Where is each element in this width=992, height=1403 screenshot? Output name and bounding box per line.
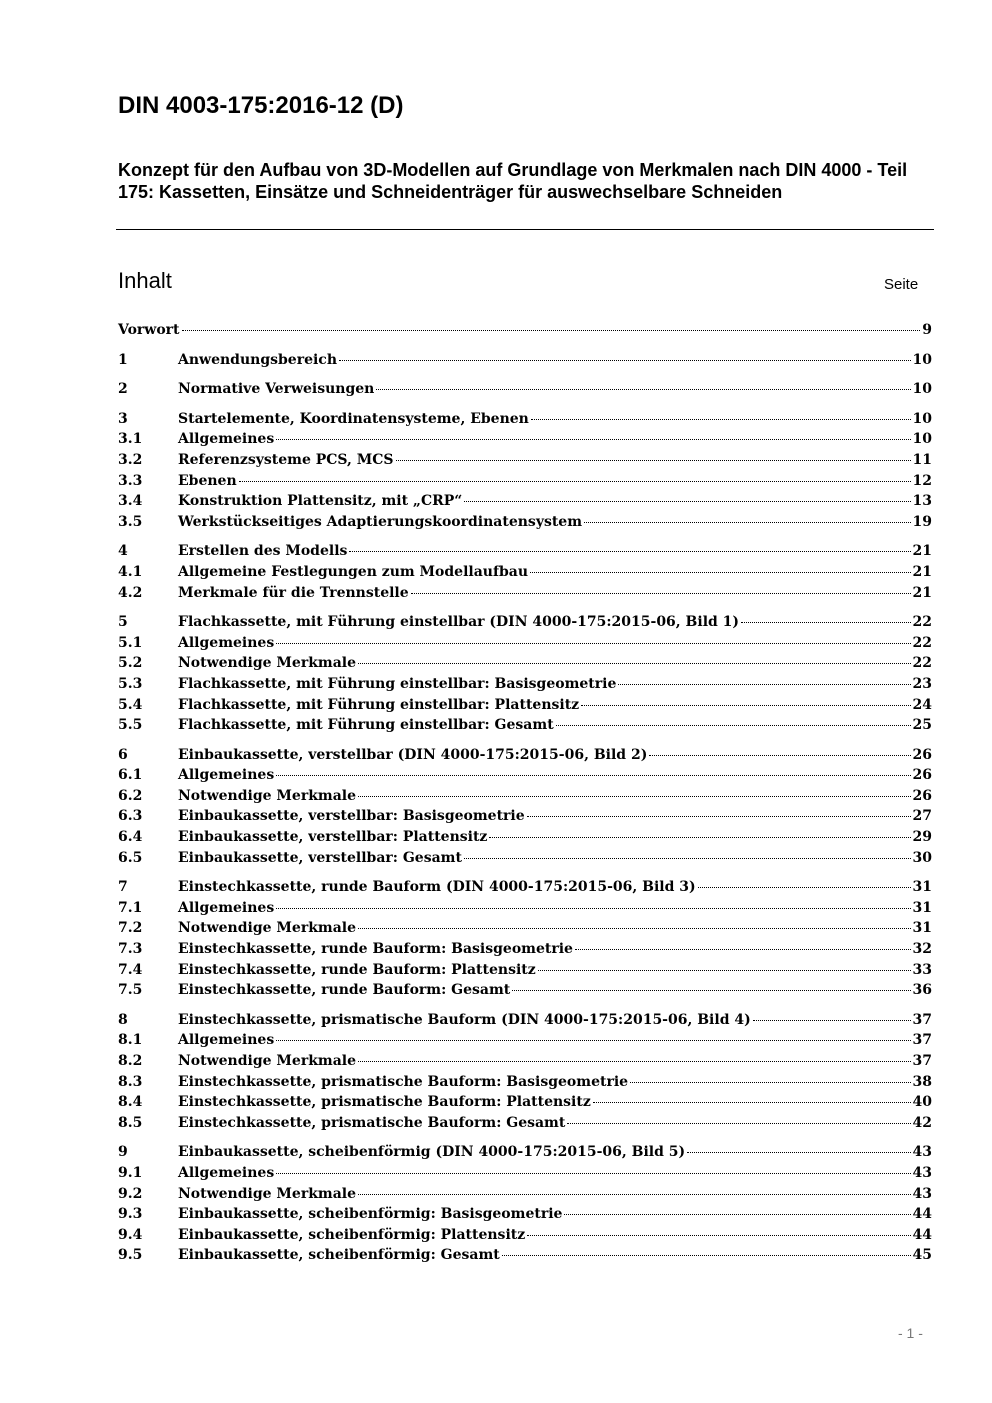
toc-entry[interactable]: [118, 806, 932, 827]
toc-entry-title: Allgemeine Festlegungen zum Modellaufbau: [178, 563, 529, 580]
toc-dot-leader: [411, 592, 911, 594]
toc-entry-title: Flachkassette, mit Führung einstellbar (DIN 4000-175:2015-06, Bild 1): [178, 614, 740, 631]
toc-entry-page: 12: [912, 472, 932, 489]
toc-entry[interactable]: [118, 918, 932, 939]
toc-entry-title: Allgemeines: [178, 1164, 275, 1181]
toc-entry-page: 9: [922, 322, 932, 338]
toc-entry-title: Erstellen des Modells: [178, 543, 348, 560]
toc-entry-page: 43: [912, 1185, 932, 1202]
toc-entry-title: Allgemeines: [178, 634, 275, 651]
toc-entry-title: Allgemeines: [178, 767, 275, 784]
toc-entry-number: 5.1: [118, 634, 143, 651]
toc-entry-page: 45: [912, 1247, 932, 1264]
toc-entry-number: 6.2: [118, 787, 143, 804]
toc-entry-page: 38: [912, 1073, 932, 1090]
toc-entry-number: 9.4: [118, 1226, 143, 1243]
toc-entry-page: 22: [912, 614, 932, 631]
toc-entry-number: 7.5: [118, 982, 143, 999]
toc-entry-page: 40: [912, 1094, 932, 1111]
toc-entry-page: 32: [912, 941, 932, 958]
toc-entry[interactable]: [118, 827, 932, 848]
toc-dot-leader: [464, 857, 911, 859]
toc-dot-leader: [502, 1254, 911, 1256]
toc-entry[interactable]: [118, 320, 932, 341]
toc-entry[interactable]: [118, 471, 932, 492]
toc-entry-number: 7.1: [118, 899, 143, 916]
toc-entry[interactable]: [118, 765, 932, 786]
toc-dot-leader: [358, 1193, 911, 1195]
title-divider: [116, 229, 934, 230]
toc-entry-number: 6.1: [118, 767, 143, 784]
toc-entry[interactable]: [118, 939, 932, 960]
toc-entry-number: 3: [118, 410, 128, 427]
toc-entry-number: 7.3: [118, 941, 143, 958]
toc-entry-title: Ebenen: [178, 472, 237, 489]
toc-entry-title: Flachkassette, mit Führung einstellbar: Plattensitz: [178, 696, 580, 713]
toc-entry[interactable]: [118, 1030, 932, 1051]
toc-entry-page: 26: [912, 767, 932, 784]
toc-entry-title: Einstechkassette, prismatische Bauform: Gesamt: [178, 1114, 566, 1131]
toc-entry-title: Anwendungsbereich: [178, 351, 337, 368]
toc-entry-title: Einbaukassette, scheibenförmig: Plattensitz: [178, 1226, 526, 1243]
toc-entry[interactable]: [118, 633, 932, 654]
toc-entry[interactable]: [118, 1204, 932, 1225]
toc-entry-title: Einbaukassette, scheibenförmig: Gesamt: [178, 1247, 500, 1264]
toc-entry-number: 4.2: [118, 584, 143, 601]
toc-entry-number: 8.2: [118, 1053, 143, 1069]
toc-dot-leader: [339, 359, 911, 361]
toc-entry-number: 5.4: [118, 696, 143, 713]
toc-entry-title: Einbaukassette, verstellbar (DIN 4000-175:2015-06, Bild 2): [178, 746, 648, 763]
toc-entry[interactable]: [118, 429, 932, 450]
toc-dot-leader: [276, 1172, 910, 1174]
toc-dot-leader: [581, 704, 910, 706]
toc-entry-page: 43: [912, 1164, 932, 1181]
toc-entry-number: 7.4: [118, 961, 143, 978]
toc-entry-number: 6: [118, 746, 128, 763]
toc-entry-page: 10: [912, 410, 932, 427]
toc-entry-title: Einbaukassette, verstellbar: Basisgeometrie: [178, 808, 525, 825]
toc-entry-title: Notwendige Merkmale: [178, 920, 357, 937]
toc-entry-page: 21: [912, 584, 932, 601]
toc-entry[interactable]: [118, 848, 932, 869]
toc-dot-leader: [276, 774, 910, 776]
toc-dot-leader: [276, 642, 910, 644]
toc-entry[interactable]: [118, 541, 932, 562]
toc-dot-leader: [527, 1234, 910, 1236]
toc-entry-number: 9.3: [118, 1206, 143, 1223]
toc-dot-leader: [687, 1151, 910, 1153]
toc-entry-title: Flachkassette, mit Führung einstellbar: Basisgeometrie: [178, 675, 617, 692]
document-title: DIN 4003-175:2016-12 (D): [118, 92, 404, 119]
toc-dot-leader: [276, 438, 910, 440]
toc-entry[interactable]: [118, 786, 932, 807]
toc-entry-number: 3.1: [118, 431, 143, 448]
toc-entry-title: Einbaukassette, verstellbar: Gesamt: [178, 849, 462, 866]
toc-entry[interactable]: [118, 1072, 932, 1093]
toc-entry-title: Einstechkassette, runde Bauform: Gesamt: [178, 982, 511, 999]
toc-entry-number: 9.2: [118, 1185, 143, 1202]
toc-entry-number: 7: [118, 879, 128, 896]
toc-entry-page: 37: [912, 1011, 932, 1028]
toc-entry-title: Allgemeines: [178, 1032, 275, 1049]
toc-entry-page: 22: [912, 634, 932, 651]
toc-dot-leader: [530, 571, 910, 573]
toc-entry-title: Einstechkassette, runde Bauform (DIN 4000-175:2015-06, Bild 3): [178, 879, 696, 896]
toc-entry-title: Notwendige Merkmale: [178, 1053, 357, 1069]
table-of-contents: [118, 320, 932, 1275]
toc-entry-page: 26: [912, 746, 932, 763]
toc-entry-title: Konstruktion Plattensitz, mit „CRP“: [178, 493, 463, 510]
toc-dot-leader: [358, 795, 911, 797]
document-subtitle: Konzept für den Aufbau von 3D-Modellen auf Grundlage von Merkmalen nach DIN 4000 - Teil 175: Kassetten, Einsätze und Schneidenträger für auswechselbare Schneiden: [118, 160, 908, 202]
toc-group: [118, 877, 932, 1001]
toc-entry[interactable]: [118, 653, 932, 674]
toc-entry-number: 8.4: [118, 1094, 143, 1111]
toc-entry[interactable]: [118, 1142, 932, 1163]
toc-entry-number: 6.5: [118, 849, 143, 866]
toc-entry[interactable]: [118, 1225, 932, 1246]
toc-entry-title: Notwendige Merkmale: [178, 655, 357, 672]
toc-entry-page: 36: [912, 982, 932, 999]
toc-entry[interactable]: [118, 1051, 932, 1072]
toc-entry-title: Einstechkassette, runde Bauform: Basisgeometrie: [178, 941, 573, 958]
toc-group: [118, 379, 932, 400]
toc-entry-number: 1: [118, 351, 128, 368]
toc-dot-leader: [567, 1122, 910, 1124]
toc-entry-page: 43: [912, 1144, 932, 1161]
toc-entry[interactable]: [118, 1184, 932, 1205]
toc-entry[interactable]: [118, 1163, 932, 1184]
toc-entry-page: 31: [912, 899, 932, 916]
toc-entry-page: 42: [912, 1114, 932, 1131]
toc-dot-leader: [464, 500, 910, 502]
toc-dot-leader: [489, 836, 910, 838]
toc-entry-page: 44: [912, 1226, 932, 1243]
toc-entry[interactable]: [118, 674, 932, 695]
toc-entry[interactable]: [118, 715, 932, 736]
toc-entry-number: 3.2: [118, 451, 143, 468]
toc-entry-number: 7.2: [118, 920, 143, 937]
toc-entry-number: 9: [118, 1144, 128, 1161]
toc-entry-page: 10: [912, 431, 932, 448]
toc-entry-title: Einstechkassette, prismatische Bauform: Basisgeometrie: [178, 1073, 629, 1090]
toc-dot-leader: [564, 1213, 910, 1215]
toc-entry[interactable]: [118, 450, 932, 471]
toc-entry-page: 37: [912, 1032, 932, 1049]
toc-entry[interactable]: [118, 350, 932, 371]
toc-dot-leader: [527, 815, 911, 817]
toc-entry[interactable]: [118, 1010, 932, 1031]
toc-entry-number: 6.3: [118, 808, 143, 825]
toc-entry-page: 22: [912, 655, 932, 672]
toc-heading: Inhalt: [118, 268, 172, 293]
toc-entry[interactable]: [118, 1245, 932, 1266]
toc-entry-page: 21: [912, 563, 932, 580]
toc-entry-page: 11: [912, 451, 932, 468]
toc-entry-page: 10: [912, 351, 932, 368]
toc-entry-number: 3.3: [118, 472, 143, 489]
toc-entry-title: Notwendige Merkmale: [178, 1185, 357, 1202]
toc-entry-title: Normative Verweisungen: [178, 381, 375, 398]
toc-dot-leader: [376, 388, 910, 390]
toc-entry-title: Startelemente, Koordinatensysteme, Ebenen: [178, 410, 529, 427]
toc-entry-page: 24: [912, 696, 932, 713]
toc-entry-title: Notwendige Merkmale: [178, 787, 357, 804]
toc-entry-number: 5.2: [118, 655, 143, 672]
toc-entry-number: 8.1: [118, 1032, 143, 1049]
toc-entry-number: 8.3: [118, 1073, 143, 1090]
toc-dot-leader: [182, 329, 921, 331]
toc-entry-number: 5.5: [118, 717, 143, 734]
toc-group: [118, 350, 932, 371]
toc-entry-page: 33: [912, 961, 932, 978]
toc-entry-number: 3.4: [118, 493, 143, 510]
toc-dot-leader: [630, 1081, 910, 1083]
toc-entry-page: 21: [912, 543, 932, 560]
toc-entry-page: 30: [912, 849, 932, 866]
toc-dot-leader: [349, 550, 910, 552]
toc-entry-title: Referenzsysteme PCS, MCS: [178, 451, 394, 468]
toc-entry-title: Einbaukassette, scheibenförmig (DIN 4000-175:2015-06, Bild 5): [178, 1144, 686, 1161]
toc-entry[interactable]: [118, 980, 932, 1001]
toc-dot-leader: [512, 989, 910, 991]
toc-dot-leader: [584, 521, 910, 523]
toc-dot-leader: [276, 907, 910, 909]
toc-entry-title: Flachkassette, mit Führung einstellbar: Gesamt: [178, 717, 554, 734]
toc-entry-number: 5.3: [118, 675, 143, 692]
toc-entry-number: 4.1: [118, 563, 143, 580]
toc-group: [118, 409, 932, 533]
toc-entry[interactable]: [118, 612, 932, 633]
toc-dot-leader: [276, 1039, 910, 1041]
toc-entry-title: Vorwort: [118, 322, 180, 338]
toc-entry-number: 5: [118, 614, 128, 631]
toc-entry[interactable]: [118, 1092, 932, 1113]
toc-entry-page: 25: [912, 717, 932, 734]
toc-entry[interactable]: [118, 695, 932, 716]
toc-entry-page: 31: [912, 920, 932, 937]
toc-entry-title: Allgemeines: [178, 431, 275, 448]
toc-dot-leader: [741, 621, 910, 623]
toc-dot-leader: [649, 754, 910, 756]
toc-dot-leader: [396, 459, 911, 461]
toc-entry-number: 8.5: [118, 1114, 143, 1131]
toc-dot-leader: [358, 662, 911, 664]
toc-dot-leader: [239, 480, 911, 482]
toc-entry[interactable]: [118, 379, 932, 400]
toc-entry-page: 19: [912, 513, 932, 530]
toc-entry[interactable]: [118, 877, 932, 898]
toc-entry-number: 9.5: [118, 1247, 143, 1264]
toc-group: [118, 1142, 932, 1266]
toc-entry-page: 26: [912, 787, 932, 804]
toc-entry[interactable]: [118, 512, 932, 533]
toc-entry-number: 2: [118, 381, 128, 398]
toc-entry[interactable]: [118, 1113, 932, 1134]
toc-entry-title: Merkmale für die Trennstelle: [178, 584, 409, 601]
toc-entry-number: 4: [118, 543, 128, 560]
toc-entry-page: 10: [912, 381, 932, 398]
toc-entry[interactable]: [118, 583, 932, 604]
toc-entry-title: Einstechkassette, prismatische Bauform: Plattensitz: [178, 1094, 591, 1111]
toc-entry-title: Einstechkassette, runde Bauform: Plattensitz: [178, 961, 536, 978]
toc-group: [118, 320, 932, 341]
toc-entry-title: Einstechkassette, prismatische Bauform (DIN 4000-175:2015-06, Bild 4): [178, 1011, 751, 1028]
toc-entry[interactable]: [118, 898, 932, 919]
toc-dot-leader: [538, 969, 911, 971]
toc-dot-leader: [593, 1101, 911, 1103]
toc-entry-number: 3.5: [118, 513, 143, 530]
toc-dot-leader: [618, 683, 910, 685]
page-number: - 1 -: [898, 1325, 923, 1341]
toc-entry-page: 44: [912, 1206, 932, 1223]
toc-entry-number: 8: [118, 1011, 128, 1028]
toc-entry[interactable]: [118, 409, 932, 430]
toc-entry-page: 29: [912, 829, 932, 846]
toc-dot-leader: [358, 927, 911, 929]
toc-entry-page: 27: [912, 808, 932, 825]
toc-page-column-label: Seite: [884, 276, 919, 293]
toc-entry[interactable]: [118, 562, 932, 583]
toc-dot-leader: [575, 948, 911, 950]
toc-group: [118, 612, 932, 736]
toc-entry[interactable]: [118, 960, 932, 981]
toc-dot-leader: [698, 886, 911, 888]
toc-entry-page: 13: [912, 493, 932, 510]
toc-dot-leader: [358, 1060, 911, 1062]
toc-entry-number: 9.1: [118, 1164, 143, 1181]
toc-entry-title: Werkstückseitiges Adaptierungskoordinatensystem: [178, 513, 583, 530]
toc-entry-title: Allgemeines: [178, 899, 275, 916]
toc-group: [118, 1010, 932, 1134]
toc-entry[interactable]: [118, 745, 932, 766]
toc-entry-title: Einbaukassette, verstellbar: Plattensitz: [178, 829, 488, 846]
toc-dot-leader: [556, 724, 911, 726]
toc-entry-page: 37: [912, 1053, 932, 1069]
toc-dot-leader: [531, 418, 911, 420]
toc-entry-page: 23: [912, 675, 932, 692]
toc-entry-number: 6.4: [118, 829, 143, 846]
toc-entry-page: 31: [912, 879, 932, 896]
toc-group: [118, 541, 932, 603]
toc-group: [118, 745, 932, 869]
toc-entry-title: Einbaukassette, scheibenförmig: Basisgeometrie: [178, 1206, 563, 1223]
toc-dot-leader: [753, 1019, 911, 1021]
toc-entry[interactable]: [118, 491, 932, 512]
